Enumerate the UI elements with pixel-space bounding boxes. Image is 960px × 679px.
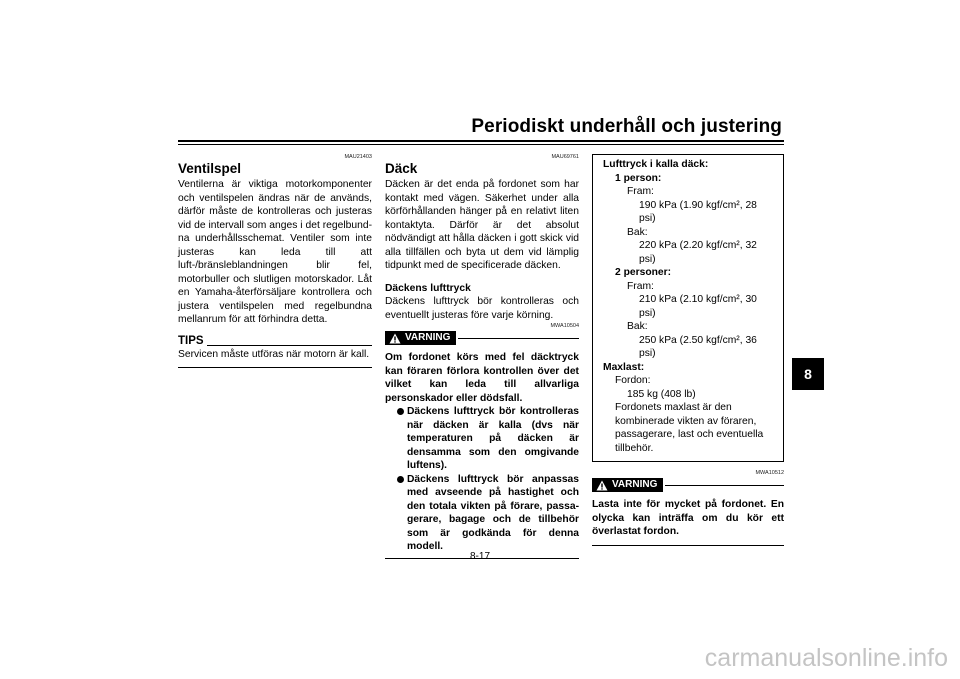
warning-end-rule bbox=[592, 545, 784, 546]
list-item: Däckens lufttryck bör anpassas med avseende på hastighet och den totala vikten på förare, passagerare, bagage och de tillbehör som är godkända för denna modell. bbox=[397, 473, 579, 554]
section-code: MAU69761 bbox=[551, 154, 579, 160]
column-tire-pressure bbox=[592, 154, 784, 546]
warning-header bbox=[592, 478, 784, 492]
spec-rear-label: Bak: bbox=[627, 321, 648, 332]
bullet-icon bbox=[397, 408, 404, 415]
spec-rear-label: Bak: bbox=[627, 226, 648, 238]
spec-title: Lufttryck i kalla däck: bbox=[603, 159, 709, 170]
section-body: Ventilerna är viktiga motorkomponenter och ventilspelen ändras när de används, därför måste de kontrolleras och justeras vid de intervall som anges i det regelbundna underhållsschemat. Ventiler som inte justeras kan leda till att luft-/bränsleblandningen blir fel, motorbuller och slutligen motorskador. Låt en Yamaha-återförsäljare kontrollera och justera ventilspelen med regelbundna mellanrum för att förhindra detta. bbox=[178, 179, 372, 325]
spec-two-persons-front: 210 kPa (2.10 kgf/cm², 30 psi) bbox=[639, 294, 757, 319]
warning-text: Om fordonet körs med fel däcktryck kan föraren förlora kontrollen över det vilket kan leda till allvarliga personskador eller dödsfall. bbox=[385, 352, 579, 404]
warning-code: MWA10512 bbox=[755, 470, 784, 476]
warning-header bbox=[385, 331, 579, 345]
warning-triangle-icon bbox=[389, 333, 401, 344]
chapter-tab: 8 bbox=[792, 358, 824, 390]
spec-vehicle-label: Fordon: bbox=[615, 375, 651, 386]
spec-one-person-label: 1 person: bbox=[615, 172, 662, 184]
warning-text: Lasta inte för mycket på fordonet. En olycka kan inträffa om du kör ett överlastat fordon. bbox=[592, 499, 784, 537]
spec-maxload-note: Fordonets maxlast är den kombinerade vikten av föraren, passagerare, last och eventuella tillbehör. bbox=[615, 402, 764, 454]
spec-front-label: Fram: bbox=[627, 280, 654, 292]
warning-bullet-list bbox=[385, 405, 579, 554]
warning-triangle-icon bbox=[596, 480, 608, 491]
spec-one-person-front: 190 kPa (1.90 kgf/cm², 28 psi) bbox=[639, 199, 757, 224]
page-header-title: Periodiskt underhåll och justering bbox=[471, 116, 782, 137]
warning-code: MWA10504 bbox=[550, 323, 579, 329]
subsection-heading: Däckens lufttryck bbox=[385, 282, 471, 294]
spec-one-person-rear: 220 kPa (2.20 kgf/cm², 32 psi) bbox=[639, 240, 757, 265]
header-rule-thin bbox=[178, 144, 784, 145]
tips-rule bbox=[207, 345, 372, 346]
spec-maxload-label: Maxlast: bbox=[603, 361, 645, 373]
section-body: Däcken är det enda på fordonet som har kontakt med vägen. Säkerhet under alla körförhållanden hänger på en relativt liten kontaktyta. Därför är det absolut nödvändigt att hålla däcken i gott skick vid alla tillfällen och byta ut dem vid lämplig tidpunkt med de specificerade däcken. bbox=[385, 179, 579, 271]
warning-rule bbox=[458, 338, 579, 339]
section-code: MAU21403 bbox=[344, 154, 372, 160]
watermark: carmanualsonline.info bbox=[704, 644, 948, 672]
column-valve-clearance bbox=[178, 154, 372, 368]
tire-pressure-spec-box bbox=[592, 154, 784, 462]
tips-header bbox=[178, 335, 372, 348]
section-heading: Ventilspel bbox=[178, 161, 242, 176]
subsection-body: Däckens lufttryck bör kontrolleras och eventuellt justeras före varje körning. bbox=[385, 296, 579, 321]
page-number: 8-17 bbox=[469, 551, 490, 562]
header-rule bbox=[178, 140, 784, 142]
tips-text: Servicen måste utföras när motorn är kall. bbox=[178, 348, 370, 360]
tips-end-rule bbox=[178, 367, 372, 368]
warning-label: VARNING bbox=[405, 332, 451, 344]
bullet-icon bbox=[397, 476, 404, 483]
warning-badge bbox=[385, 331, 456, 345]
column-tires bbox=[385, 154, 579, 559]
spec-two-persons-label: 2 personer: bbox=[615, 267, 672, 278]
spec-vehicle-value: 185 kg (408 lb) bbox=[627, 388, 696, 400]
section-heading: Däck bbox=[385, 161, 418, 176]
spec-two-persons-rear: 250 kPa (2.50 kgf/cm², 36 psi) bbox=[639, 334, 757, 359]
list-item: Däckens lufttryck bör kontrolleras när däcken är kalla (dvs när temperaturen på däcken är densamma som den omgivande luftens). bbox=[397, 405, 579, 473]
warning-badge bbox=[592, 478, 663, 492]
warning-rule bbox=[665, 485, 784, 486]
spec-front-label: Fram: bbox=[627, 186, 654, 197]
warning-label: VARNING bbox=[612, 479, 658, 491]
tips-label: TIPS bbox=[178, 334, 204, 347]
